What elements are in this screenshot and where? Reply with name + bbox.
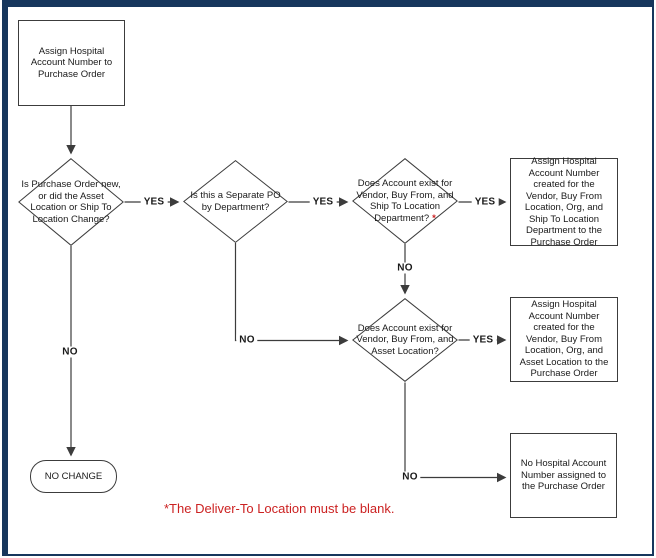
decision-label-text: Does Account exist for Vendor, Buy From, and Ship To Location Department? (356, 178, 454, 224)
process-label: Assign Hospital Account Number created for the Vendor, Buy From Location, Org, and Asset Location to the Purchase Order (519, 299, 609, 380)
edge-d2-no-to-d4 (236, 243, 348, 341)
process-label: No Hospital Account Number assigned to the Purchase Order (520, 458, 607, 493)
edge-label-yes-d4: YES (470, 335, 497, 346)
edge-label-yes-d3: YES (472, 197, 499, 208)
decision-separate-po-by-department (183, 160, 288, 243)
process-no-account-assigned (510, 433, 617, 518)
terminator-no-change (30, 460, 117, 493)
decision-label (355, 178, 455, 224)
edge-label-yes-d2: YES (310, 197, 337, 208)
process-assign-asset-location-account (510, 297, 618, 382)
process-label: Assign Hospital Account Number created for the Vendor, Buy From Location, Org, and Ship To Location Department to the Purchase Order (524, 156, 604, 248)
footnote-deliver-to-blank: *The Deliver-To Location must be blank. (164, 501, 395, 516)
edge-label-yes-d1: YES (141, 197, 168, 208)
edge-label-no-d4: NO (399, 472, 420, 483)
process-label: Assign Hospital Account Number to Purchase Order (30, 45, 113, 80)
edge-d4-no-to-no-account (405, 383, 505, 478)
decision-label: Is this a Separate PO by Department? (190, 190, 281, 213)
decision-po-new-or-location-change (18, 158, 124, 246)
decision-account-exists-ship-to-dept (352, 158, 458, 244)
decision-account-exists-asset-location (352, 298, 458, 382)
process-assign-ship-to-dept-account (510, 158, 618, 246)
process-assign-account-start (18, 20, 125, 106)
footnote-asterisk: * (432, 212, 436, 224)
decision-label: Is Purchase Order new, or did the Asset Location or Ship To Location Change? (21, 179, 121, 225)
terminator-label: NO CHANGE (44, 470, 103, 482)
edge-label-no-d1: NO (59, 347, 80, 358)
decision-label: Does Account exist for Vendor, Buy From, and Asset Location? (356, 322, 454, 357)
edge-label-no-d3: NO (394, 263, 415, 274)
edge-label-no-d2: NO (236, 335, 257, 346)
